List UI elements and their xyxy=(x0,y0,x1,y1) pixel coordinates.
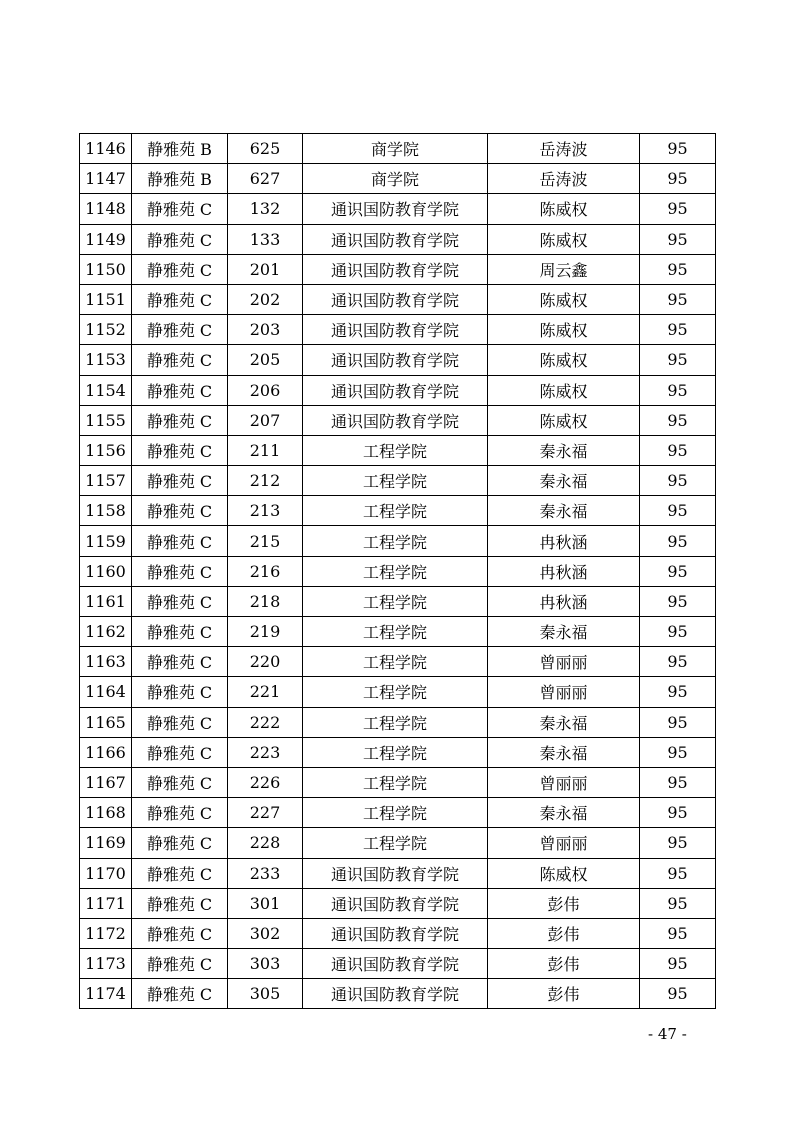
cell-building: 静雅苑 B xyxy=(132,134,228,164)
cell-id: 1166 xyxy=(80,737,132,767)
cell-score: 95 xyxy=(640,707,716,737)
cell-person: 岳涛波 xyxy=(488,134,640,164)
cell-building: 静雅苑 C xyxy=(132,707,228,737)
table-row xyxy=(80,586,716,616)
cell-room: 212 xyxy=(228,466,303,496)
cell-building: 静雅苑 C xyxy=(132,194,228,224)
cell-building: 静雅苑 C xyxy=(132,798,228,828)
cell-building: 静雅苑 C xyxy=(132,949,228,979)
cell-building: 静雅苑 C xyxy=(132,405,228,435)
cell-building: 静雅苑 C xyxy=(132,918,228,948)
table-row xyxy=(80,134,716,164)
cell-room: 301 xyxy=(228,888,303,918)
cell-person: 彭伟 xyxy=(488,888,640,918)
table-row xyxy=(80,737,716,767)
cell-college: 通识国防教育学院 xyxy=(303,375,488,405)
cell-person: 秦永福 xyxy=(488,737,640,767)
cell-room: 627 xyxy=(228,164,303,194)
cell-college: 工程学院 xyxy=(303,466,488,496)
cell-id: 1170 xyxy=(80,858,132,888)
cell-person: 冉秋涵 xyxy=(488,526,640,556)
table-row xyxy=(80,284,716,314)
table-row xyxy=(80,164,716,194)
cell-person: 秦永福 xyxy=(488,617,640,647)
cell-id: 1156 xyxy=(80,435,132,465)
cell-id: 1153 xyxy=(80,345,132,375)
cell-person: 周云鑫 xyxy=(488,254,640,284)
cell-id: 1158 xyxy=(80,496,132,526)
cell-college: 通识国防教育学院 xyxy=(303,918,488,948)
table-row xyxy=(80,526,716,556)
cell-room: 202 xyxy=(228,284,303,314)
cell-person: 曾丽丽 xyxy=(488,767,640,797)
cell-college: 通识国防教育学院 xyxy=(303,315,488,345)
cell-score: 95 xyxy=(640,435,716,465)
cell-college: 通识国防教育学院 xyxy=(303,254,488,284)
cell-college: 工程学院 xyxy=(303,737,488,767)
cell-score: 95 xyxy=(640,798,716,828)
table-row xyxy=(80,194,716,224)
cell-building: 静雅苑 C xyxy=(132,979,228,1009)
cell-person: 陈威权 xyxy=(488,315,640,345)
cell-college: 通识国防教育学院 xyxy=(303,224,488,254)
cell-college: 通识国防教育学院 xyxy=(303,284,488,314)
cell-score: 95 xyxy=(640,888,716,918)
cell-room: 226 xyxy=(228,767,303,797)
cell-person: 陈威权 xyxy=(488,224,640,254)
cell-score: 95 xyxy=(640,979,716,1009)
cell-score: 95 xyxy=(640,677,716,707)
cell-person: 秦永福 xyxy=(488,466,640,496)
cell-building: 静雅苑 C xyxy=(132,496,228,526)
cell-room: 303 xyxy=(228,949,303,979)
table-row xyxy=(80,858,716,888)
cell-id: 1154 xyxy=(80,375,132,405)
cell-building: 静雅苑 C xyxy=(132,647,228,677)
cell-building: 静雅苑 C xyxy=(132,224,228,254)
cell-building: 静雅苑 C xyxy=(132,556,228,586)
cell-building: 静雅苑 C xyxy=(132,375,228,405)
cell-college: 通识国防教育学院 xyxy=(303,858,488,888)
cell-person: 彭伟 xyxy=(488,979,640,1009)
cell-person: 陈威权 xyxy=(488,194,640,224)
cell-college: 工程学院 xyxy=(303,677,488,707)
cell-college: 工程学院 xyxy=(303,647,488,677)
cell-id: 1162 xyxy=(80,617,132,647)
cell-college: 工程学院 xyxy=(303,586,488,616)
cell-college: 工程学院 xyxy=(303,767,488,797)
cell-room: 207 xyxy=(228,405,303,435)
cell-college: 工程学院 xyxy=(303,496,488,526)
cell-person: 冉秋涵 xyxy=(488,556,640,586)
cell-building: 静雅苑 C xyxy=(132,254,228,284)
cell-score: 95 xyxy=(640,254,716,284)
cell-room: 305 xyxy=(228,979,303,1009)
cell-college: 通识国防教育学院 xyxy=(303,888,488,918)
cell-room: 228 xyxy=(228,828,303,858)
cell-college: 工程学院 xyxy=(303,435,488,465)
cell-college: 工程学院 xyxy=(303,526,488,556)
table-row xyxy=(80,617,716,647)
table-row xyxy=(80,254,716,284)
cell-id: 1151 xyxy=(80,284,132,314)
table-row xyxy=(80,496,716,526)
cell-room: 211 xyxy=(228,435,303,465)
cell-id: 1171 xyxy=(80,888,132,918)
cell-building: 静雅苑 C xyxy=(132,858,228,888)
cell-score: 95 xyxy=(640,194,716,224)
cell-room: 206 xyxy=(228,375,303,405)
table-row xyxy=(80,918,716,948)
cell-person: 陈威权 xyxy=(488,405,640,435)
cell-building: 静雅苑 C xyxy=(132,315,228,345)
cell-score: 95 xyxy=(640,828,716,858)
cell-id: 1157 xyxy=(80,466,132,496)
cell-room: 205 xyxy=(228,345,303,375)
cell-college: 通识国防教育学院 xyxy=(303,405,488,435)
dormitory-score-table xyxy=(79,133,715,1009)
table-row xyxy=(80,828,716,858)
cell-score: 95 xyxy=(640,164,716,194)
cell-id: 1152 xyxy=(80,315,132,345)
cell-room: 132 xyxy=(228,194,303,224)
cell-id: 1174 xyxy=(80,979,132,1009)
cell-score: 95 xyxy=(640,586,716,616)
cell-building: 静雅苑 C xyxy=(132,466,228,496)
cell-person: 秦永福 xyxy=(488,707,640,737)
cell-college: 工程学院 xyxy=(303,556,488,586)
cell-score: 95 xyxy=(640,918,716,948)
cell-score: 95 xyxy=(640,617,716,647)
cell-score: 95 xyxy=(640,496,716,526)
cell-room: 220 xyxy=(228,647,303,677)
cell-score: 95 xyxy=(640,556,716,586)
cell-room: 201 xyxy=(228,254,303,284)
cell-score: 95 xyxy=(640,466,716,496)
cell-id: 1146 xyxy=(80,134,132,164)
cell-college: 通识国防教育学院 xyxy=(303,949,488,979)
cell-id: 1155 xyxy=(80,405,132,435)
cell-id: 1169 xyxy=(80,828,132,858)
cell-building: 静雅苑 C xyxy=(132,586,228,616)
table-row xyxy=(80,466,716,496)
cell-college: 通识国防教育学院 xyxy=(303,194,488,224)
cell-person: 陈威权 xyxy=(488,345,640,375)
cell-score: 95 xyxy=(640,949,716,979)
cell-college: 工程学院 xyxy=(303,707,488,737)
cell-building: 静雅苑 C xyxy=(132,345,228,375)
cell-room: 203 xyxy=(228,315,303,345)
cell-id: 1150 xyxy=(80,254,132,284)
cell-room: 233 xyxy=(228,858,303,888)
cell-room: 219 xyxy=(228,617,303,647)
table-row xyxy=(80,888,716,918)
table-row xyxy=(80,224,716,254)
cell-id: 1159 xyxy=(80,526,132,556)
cell-id: 1147 xyxy=(80,164,132,194)
cell-person: 曾丽丽 xyxy=(488,647,640,677)
cell-room: 216 xyxy=(228,556,303,586)
cell-person: 彭伟 xyxy=(488,949,640,979)
cell-score: 95 xyxy=(640,737,716,767)
table-row xyxy=(80,979,716,1009)
table-row xyxy=(80,647,716,677)
cell-person: 曾丽丽 xyxy=(488,677,640,707)
cell-id: 1172 xyxy=(80,918,132,948)
table-body xyxy=(80,134,716,1009)
table-row xyxy=(80,767,716,797)
cell-person: 陈威权 xyxy=(488,858,640,888)
cell-building: 静雅苑 C xyxy=(132,526,228,556)
cell-person: 陈威权 xyxy=(488,284,640,314)
cell-room: 213 xyxy=(228,496,303,526)
cell-college: 通识国防教育学院 xyxy=(303,345,488,375)
cell-score: 95 xyxy=(640,405,716,435)
cell-score: 95 xyxy=(640,284,716,314)
cell-id: 1167 xyxy=(80,767,132,797)
cell-score: 95 xyxy=(640,647,716,677)
table-row xyxy=(80,345,716,375)
cell-id: 1168 xyxy=(80,798,132,828)
cell-room: 227 xyxy=(228,798,303,828)
cell-score: 95 xyxy=(640,526,716,556)
cell-building: 静雅苑 C xyxy=(132,284,228,314)
table-row xyxy=(80,556,716,586)
table-row xyxy=(80,949,716,979)
cell-building: 静雅苑 C xyxy=(132,828,228,858)
cell-score: 95 xyxy=(640,134,716,164)
table-row xyxy=(80,405,716,435)
cell-college: 通识国防教育学院 xyxy=(303,979,488,1009)
cell-id: 1149 xyxy=(80,224,132,254)
cell-person: 陈威权 xyxy=(488,375,640,405)
cell-building: 静雅苑 C xyxy=(132,677,228,707)
cell-person: 秦永福 xyxy=(488,798,640,828)
cell-college: 商学院 xyxy=(303,134,488,164)
cell-id: 1161 xyxy=(80,586,132,616)
cell-building: 静雅苑 C xyxy=(132,737,228,767)
cell-room: 221 xyxy=(228,677,303,707)
cell-id: 1148 xyxy=(80,194,132,224)
cell-score: 95 xyxy=(640,375,716,405)
cell-person: 秦永福 xyxy=(488,496,640,526)
cell-person: 岳涛波 xyxy=(488,164,640,194)
cell-person: 冉秋涵 xyxy=(488,586,640,616)
cell-room: 215 xyxy=(228,526,303,556)
cell-building: 静雅苑 C xyxy=(132,767,228,797)
cell-id: 1164 xyxy=(80,677,132,707)
page-number: - 47 - xyxy=(648,1025,687,1043)
score-table xyxy=(79,133,716,1009)
cell-room: 625 xyxy=(228,134,303,164)
cell-room: 218 xyxy=(228,586,303,616)
cell-score: 95 xyxy=(640,315,716,345)
cell-college: 工程学院 xyxy=(303,798,488,828)
table-row xyxy=(80,798,716,828)
table-row xyxy=(80,435,716,465)
cell-id: 1160 xyxy=(80,556,132,586)
cell-room: 133 xyxy=(228,224,303,254)
cell-score: 95 xyxy=(640,858,716,888)
cell-score: 95 xyxy=(640,345,716,375)
cell-person: 秦永福 xyxy=(488,435,640,465)
cell-person: 彭伟 xyxy=(488,918,640,948)
cell-id: 1165 xyxy=(80,707,132,737)
table-row xyxy=(80,315,716,345)
cell-score: 95 xyxy=(640,767,716,797)
cell-room: 302 xyxy=(228,918,303,948)
cell-college: 商学院 xyxy=(303,164,488,194)
cell-building: 静雅苑 C xyxy=(132,435,228,465)
table-row xyxy=(80,677,716,707)
cell-room: 223 xyxy=(228,737,303,767)
cell-room: 222 xyxy=(228,707,303,737)
cell-building: 静雅苑 B xyxy=(132,164,228,194)
cell-building: 静雅苑 C xyxy=(132,888,228,918)
cell-id: 1163 xyxy=(80,647,132,677)
cell-person: 曾丽丽 xyxy=(488,828,640,858)
cell-college: 工程学院 xyxy=(303,828,488,858)
table-row xyxy=(80,375,716,405)
cell-building: 静雅苑 C xyxy=(132,617,228,647)
cell-id: 1173 xyxy=(80,949,132,979)
table-row xyxy=(80,707,716,737)
cell-college: 工程学院 xyxy=(303,617,488,647)
cell-score: 95 xyxy=(640,224,716,254)
